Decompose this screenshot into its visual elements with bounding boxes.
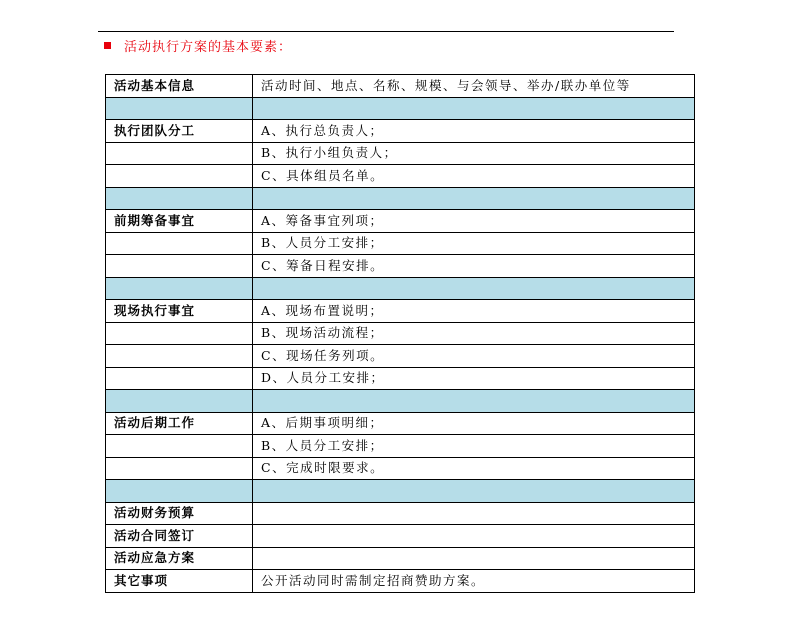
- table-row: [106, 412, 695, 435]
- table-row: [106, 232, 695, 255]
- table-row: [106, 547, 695, 570]
- separator-row: [106, 480, 695, 503]
- row-value-cell: A、现场布置说明；: [253, 300, 695, 323]
- row-value-cell: C、现场任务列项。: [253, 345, 695, 368]
- table-row: [106, 165, 695, 188]
- row-value-cell: 活动时间、地点、名称、规模、与会领导、举办/联办单位等: [253, 75, 695, 98]
- separator-row: [106, 187, 695, 210]
- table-row: [106, 502, 695, 525]
- row-value-cell: [253, 502, 695, 525]
- table-row: [106, 120, 695, 143]
- row-label-cell: 活动合同签订: [106, 525, 253, 548]
- row-label-cell: [106, 165, 253, 188]
- separator-cell: [106, 277, 253, 300]
- separator-cell: [253, 187, 695, 210]
- separator-cell: [106, 187, 253, 210]
- row-label-cell: 活动财务预算: [106, 502, 253, 525]
- row-label-cell: 活动基本信息: [106, 75, 253, 98]
- row-label-cell: 现场执行事宜: [106, 300, 253, 323]
- square-bullet-icon: [104, 42, 111, 49]
- row-label-cell: [106, 322, 253, 345]
- table-row: [106, 457, 695, 480]
- table-row: [106, 570, 695, 593]
- row-label-cell: [106, 367, 253, 390]
- row-label-cell: 活动应急方案: [106, 547, 253, 570]
- table-row: [106, 435, 695, 458]
- heading-title: 活动执行方案的基本要素：: [124, 39, 293, 55]
- section-heading: [104, 36, 292, 54]
- top-rule: [98, 31, 674, 32]
- table-row: [106, 525, 695, 548]
- row-label-cell: 其它事项: [106, 570, 253, 593]
- separator-cell: [106, 390, 253, 413]
- table-row: [106, 345, 695, 368]
- row-label-cell: [106, 142, 253, 165]
- plan-elements-table: [105, 74, 695, 593]
- row-label-cell: 执行团队分工: [106, 120, 253, 143]
- row-label-cell: [106, 435, 253, 458]
- table-row: [106, 300, 695, 323]
- separator-cell: [106, 97, 253, 120]
- separator-cell: [253, 480, 695, 503]
- row-label-cell: [106, 232, 253, 255]
- separator-cell: [253, 390, 695, 413]
- row-value-cell: A、执行总负责人；: [253, 120, 695, 143]
- row-value-cell: B、执行小组负责人；: [253, 142, 695, 165]
- separator-row: [106, 97, 695, 120]
- row-value-cell: D、人员分工安排；: [253, 367, 695, 390]
- row-value-cell: A、后期事项明细；: [253, 412, 695, 435]
- row-value-cell: [253, 547, 695, 570]
- row-value-cell: 公开活动同时需制定招商赞助方案。: [253, 570, 695, 593]
- row-label-cell: [106, 345, 253, 368]
- row-value-cell: C、筹备日程安排。: [253, 255, 695, 278]
- row-value-cell: C、具体组员名单。: [253, 165, 695, 188]
- table-row: [106, 142, 695, 165]
- row-value-cell: B、人员分工安排；: [253, 435, 695, 458]
- row-label-cell: [106, 457, 253, 480]
- separator-cell: [253, 97, 695, 120]
- row-label-cell: [106, 255, 253, 278]
- separator-cell: [253, 277, 695, 300]
- separator-row: [106, 277, 695, 300]
- row-label-cell: 前期筹备事宜: [106, 210, 253, 233]
- separator-cell: [106, 480, 253, 503]
- row-value-cell: B、人员分工安排；: [253, 232, 695, 255]
- row-value-cell: A、筹备事宜列项；: [253, 210, 695, 233]
- table-row: [106, 322, 695, 345]
- table-row: [106, 75, 695, 98]
- separator-row: [106, 390, 695, 413]
- row-value-cell: [253, 525, 695, 548]
- row-label-cell: 活动后期工作: [106, 412, 253, 435]
- table-row: [106, 210, 695, 233]
- table-row: [106, 255, 695, 278]
- row-value-cell: B、现场活动流程；: [253, 322, 695, 345]
- table-row: [106, 367, 695, 390]
- row-value-cell: C、完成时限要求。: [253, 457, 695, 480]
